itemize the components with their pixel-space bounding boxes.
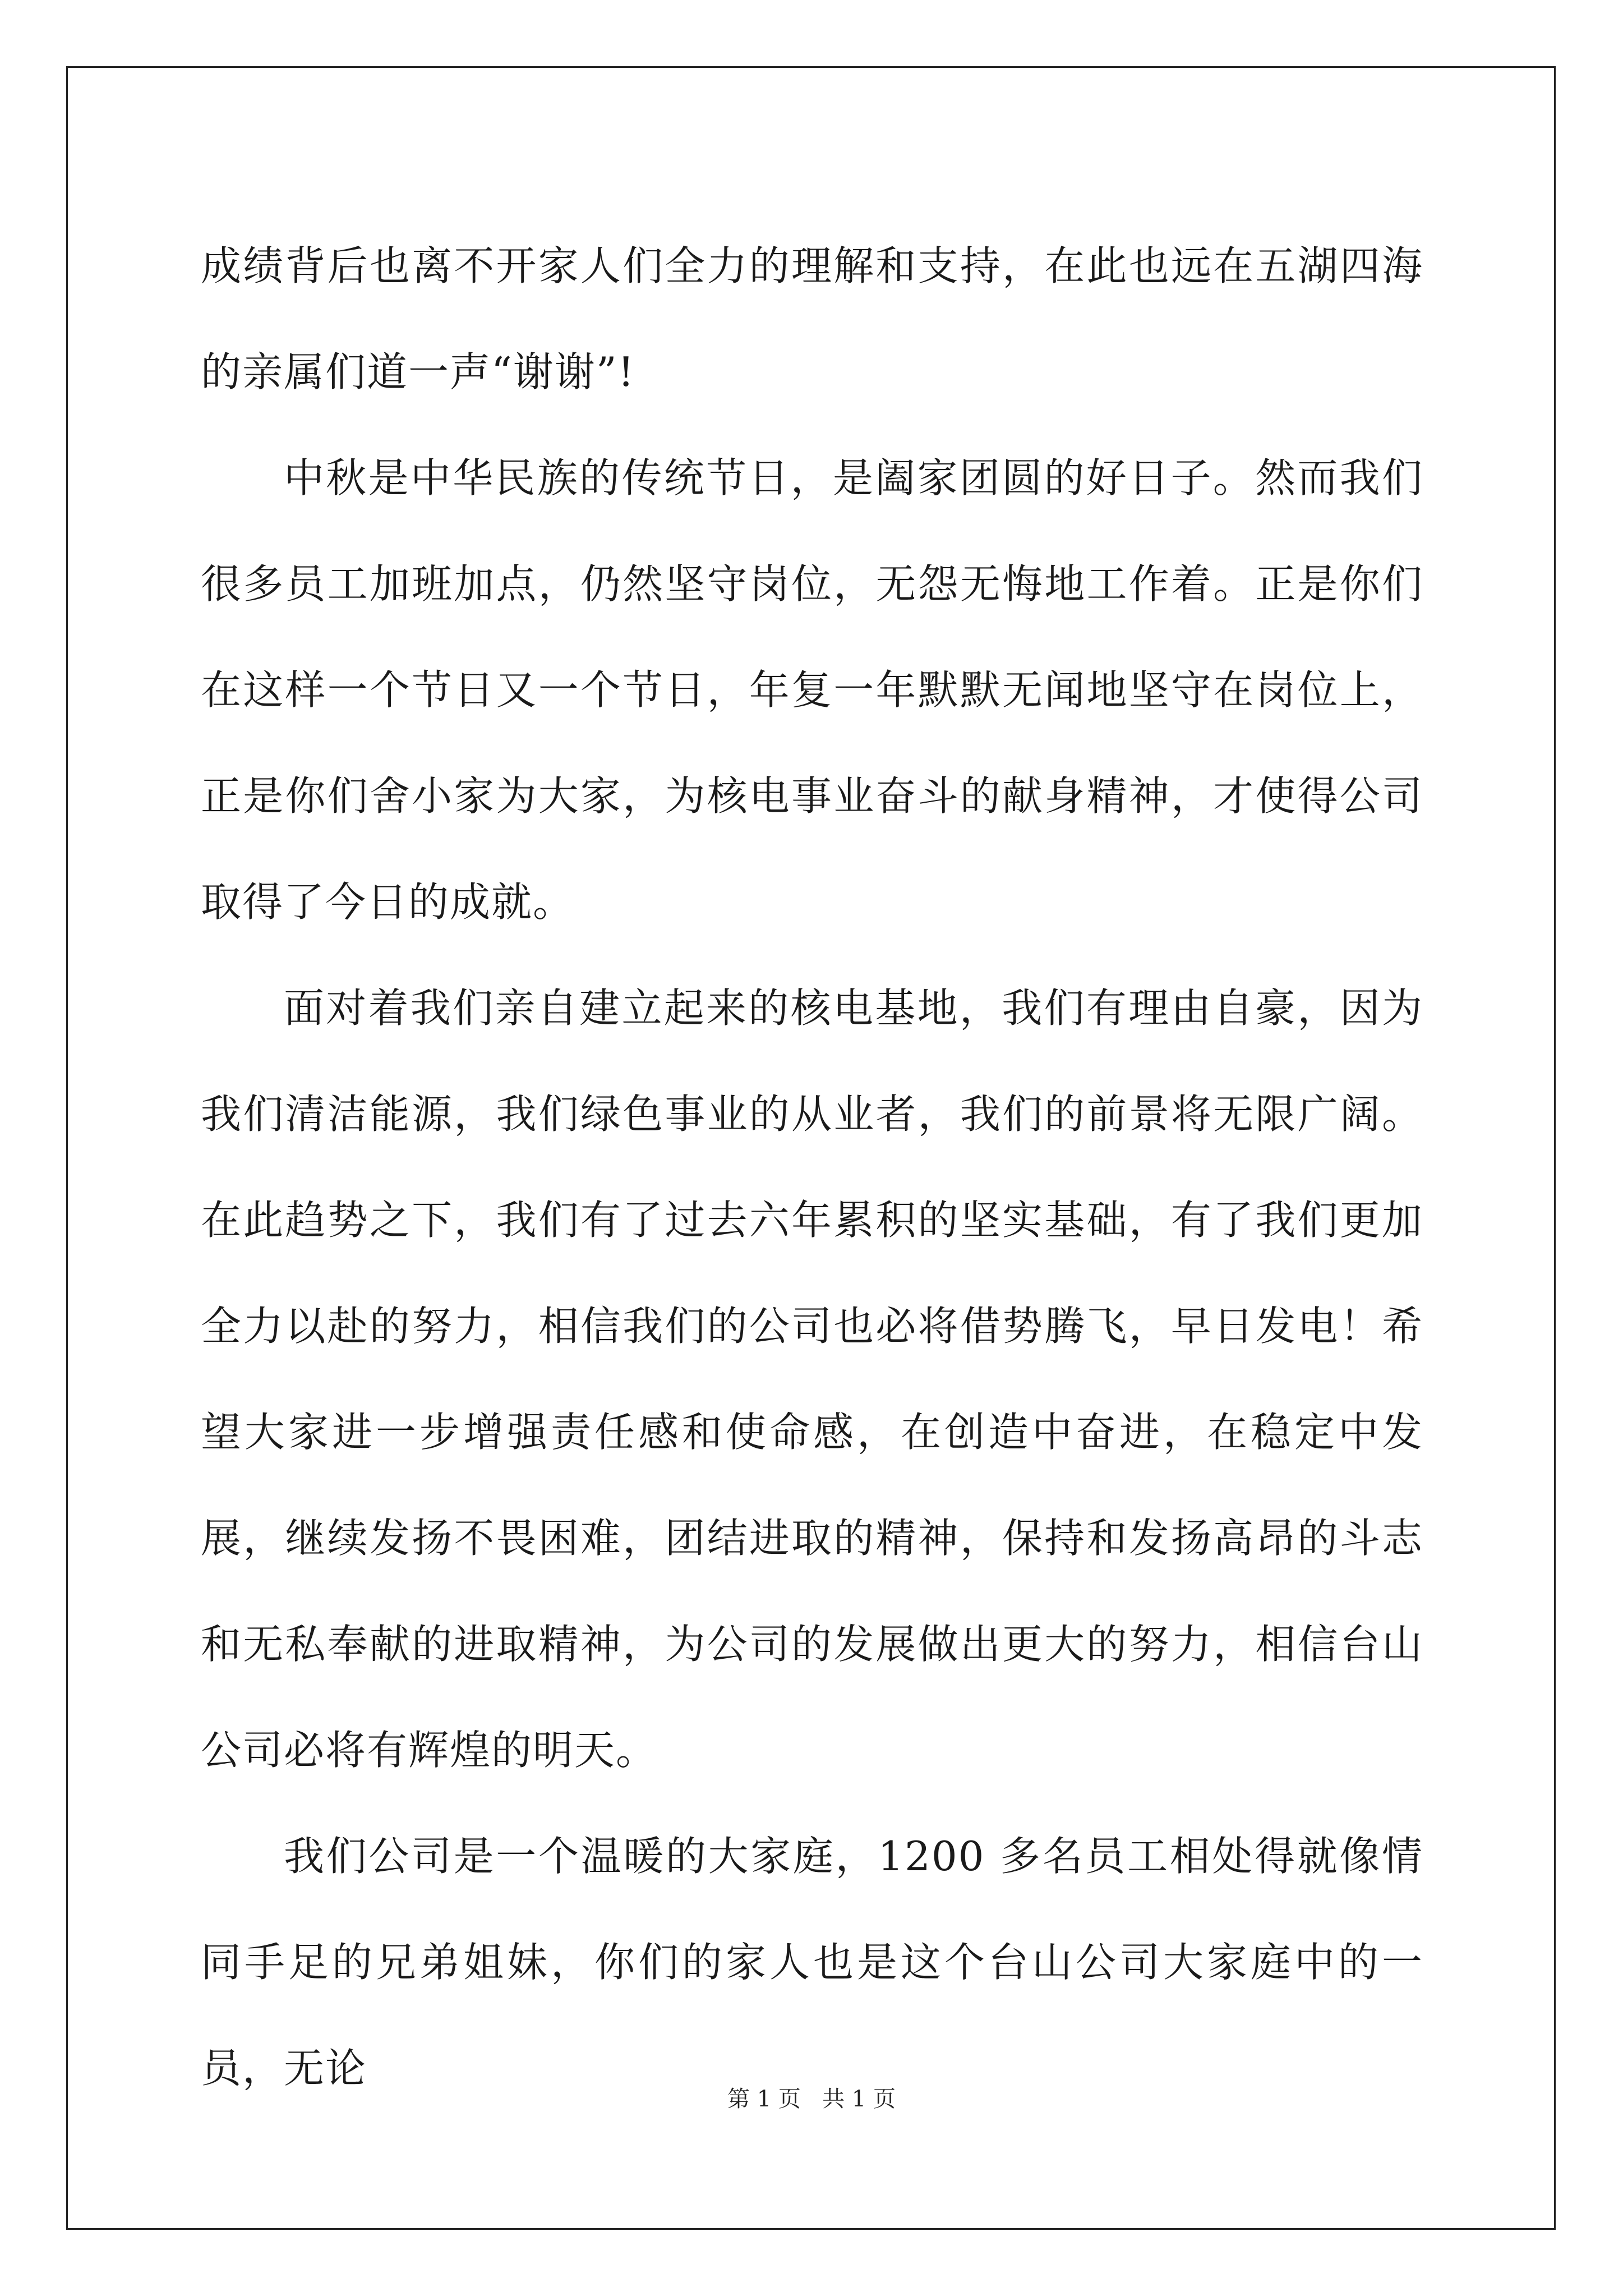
paragraph-1: 成绩背后也离不开家人们全力的理解和支持，在此也远在五湖四海的亲属们道一声“谢谢”!: [201, 242, 1423, 395]
paragraph-2: 中秋是中华民族的传统节日，是阖家团圆的好日子。然而我们很多员工加班加点，仍然坚守岗位，无怨无悔地工作着。正是你们在这样一个节日又一个节日，年复一年默默无闻地坚守在岗位上，正是你们舍小家为大家，为核电事业奋斗的献身精神，才使得公司取得了今日的成就。: [201, 454, 1423, 926]
paragraph-4: 我们公司是一个温暖的大家庭，1200 多名员工相处得就像情同手足的兄弟姐妹，你们的家人也是这个台山公司大家庭中的一员，无论: [201, 1833, 1423, 2092]
paragraph-3: 面对着我们亲自建立起来的核电基地，我们有理由自豪，因为我们清洁能源，我们绿色事业的从业者，我们的前景将无限广阔。在此趋势之下，我们有了过去六年累积的坚实基础，有了我们更加全力以赴的努力，相信我们的公司也必将借势腾飞，早日发电！希望大家进一步增强责任感和使命感，在创造中奋进，在稳定中发展，继续发扬不畏困难，团结进取的精神，保持和发扬高昂的斗志和无私奉献的进取精神，为公司的发展做出更大的努力，相信台山公司必将有辉煌的明天。: [201, 984, 1423, 1774]
page-number-label: 第 1 页 共 1 页: [727, 2086, 896, 2112]
page-footer: [0, 2082, 1623, 2116]
document-body: [201, 213, 1423, 2122]
